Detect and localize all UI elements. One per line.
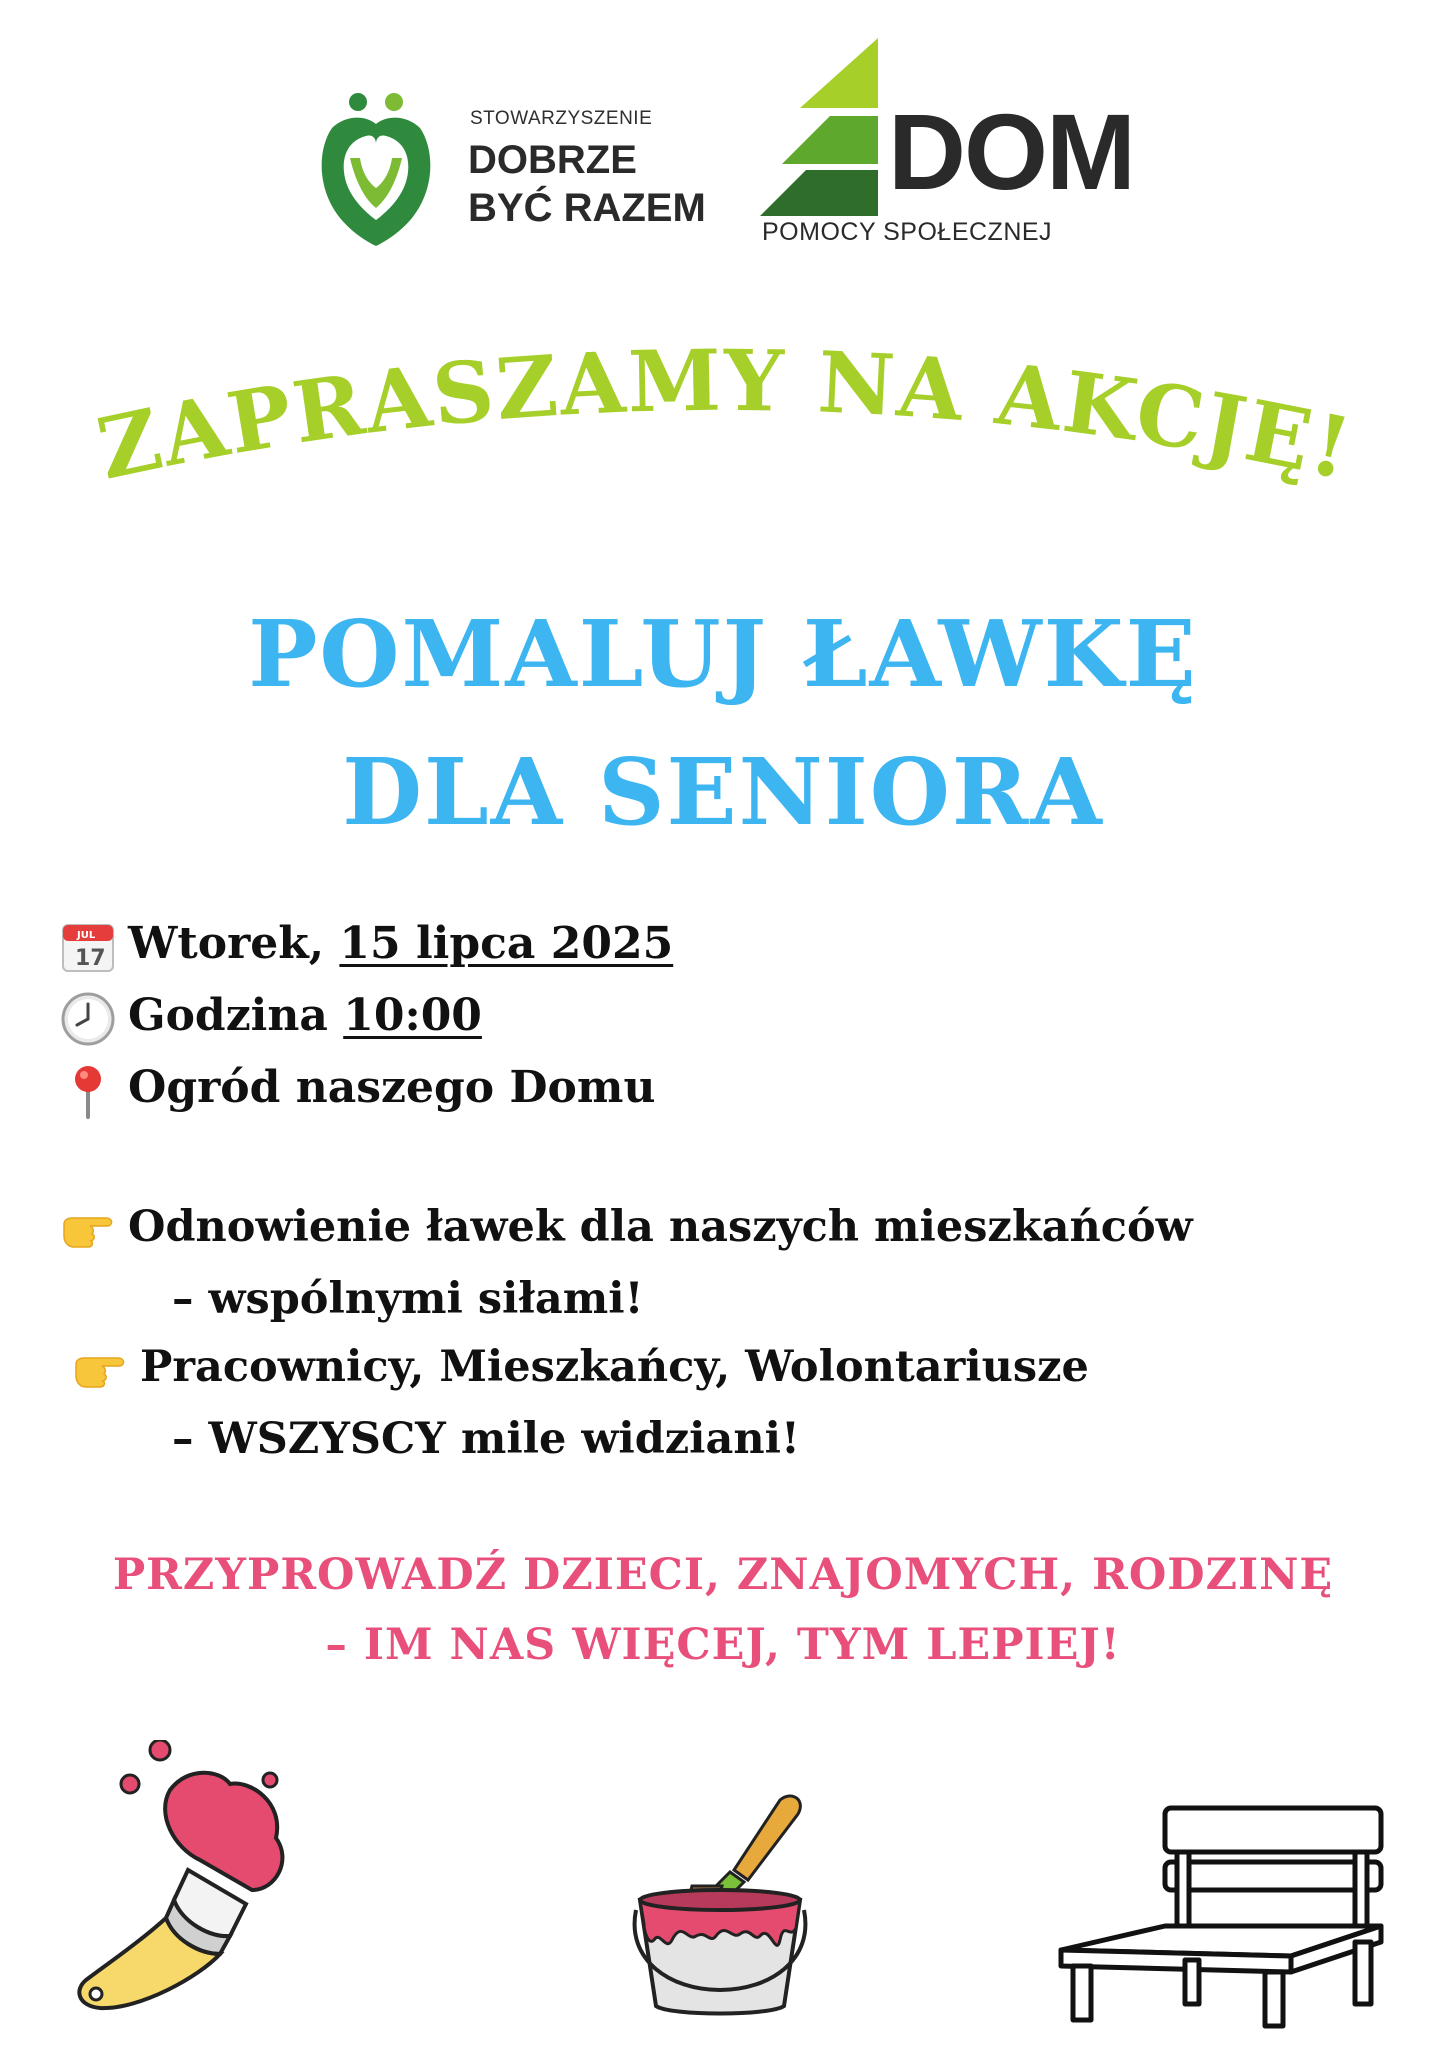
cta-line1: PRZYPROWADŹ DZIECI, ZNAJOMYCH, RODZINĘ (112, 1550, 1334, 1600)
paintbrush-icon (70, 1740, 320, 2020)
bullet-2 (72, 1342, 1089, 1392)
bullet-2-line2: – WSZYSCY mile widziani! (172, 1414, 800, 1464)
pointing-hand-icon (72, 1350, 130, 1390)
tree-icon (760, 38, 890, 218)
cta-line2: – IM NAS WIĘCEJ, TYM LEPIEJ! (325, 1620, 1121, 1670)
headline-text: ZAPRASZAMY NA AKCJĘ! (89, 340, 1361, 499)
calendar-icon (60, 919, 116, 975)
title-line1: POMALUJ ŁAWKĘ (248, 600, 1198, 708)
home-logo-name: DOM (888, 91, 1134, 212)
home-logo-subtitle: POMOCY SPOŁECZNEJ (762, 218, 1053, 246)
svg-text:ZAPRASZAMY NA AKCJĘ! (89, 340, 1361, 499)
time-value: 10:00 (343, 990, 482, 1041)
hands-heart-icon (310, 88, 450, 258)
title-line2: DLA SENIORA (342, 738, 1104, 846)
association-logo (310, 88, 706, 258)
call-to-action (0, 1540, 1446, 1680)
headline (0, 340, 1446, 570)
home-logo (760, 38, 1134, 258)
paint-bucket-icon (630, 1790, 810, 2020)
time-label: Godzina (128, 990, 344, 1041)
date-day: Wtorek, (128, 918, 340, 969)
svg-text:JUL: JUL (77, 929, 96, 941)
main-title (0, 585, 1446, 861)
clock-icon (60, 991, 116, 1047)
bullet-1-line2: – wspólnymi siłami! (172, 1274, 644, 1324)
association-name-line1: DOBRZE (468, 138, 637, 182)
association-prefix: STOWARZYSZENIE (470, 108, 653, 129)
place-row (60, 1062, 655, 1119)
date-row (60, 918, 673, 975)
time-row (60, 990, 482, 1047)
bullet-1 (60, 1202, 1193, 1252)
association-name-line2: BYĆ RAZEM (468, 186, 706, 230)
place-text: Ogród naszego Domu (128, 1062, 656, 1113)
pin-icon (60, 1063, 116, 1119)
bullet-1-line1: Odnowienie ławek dla naszych mieszkańców (128, 1202, 1193, 1252)
bullet-2-line1: Pracownicy, Mieszkańcy, Wolontariusze (140, 1342, 1089, 1392)
date-value: 15 lipca 2025 (339, 918, 674, 969)
pointing-hand-icon (60, 1210, 118, 1250)
svg-text:17: 17 (75, 945, 106, 971)
bench-icon (1055, 1800, 1395, 2030)
